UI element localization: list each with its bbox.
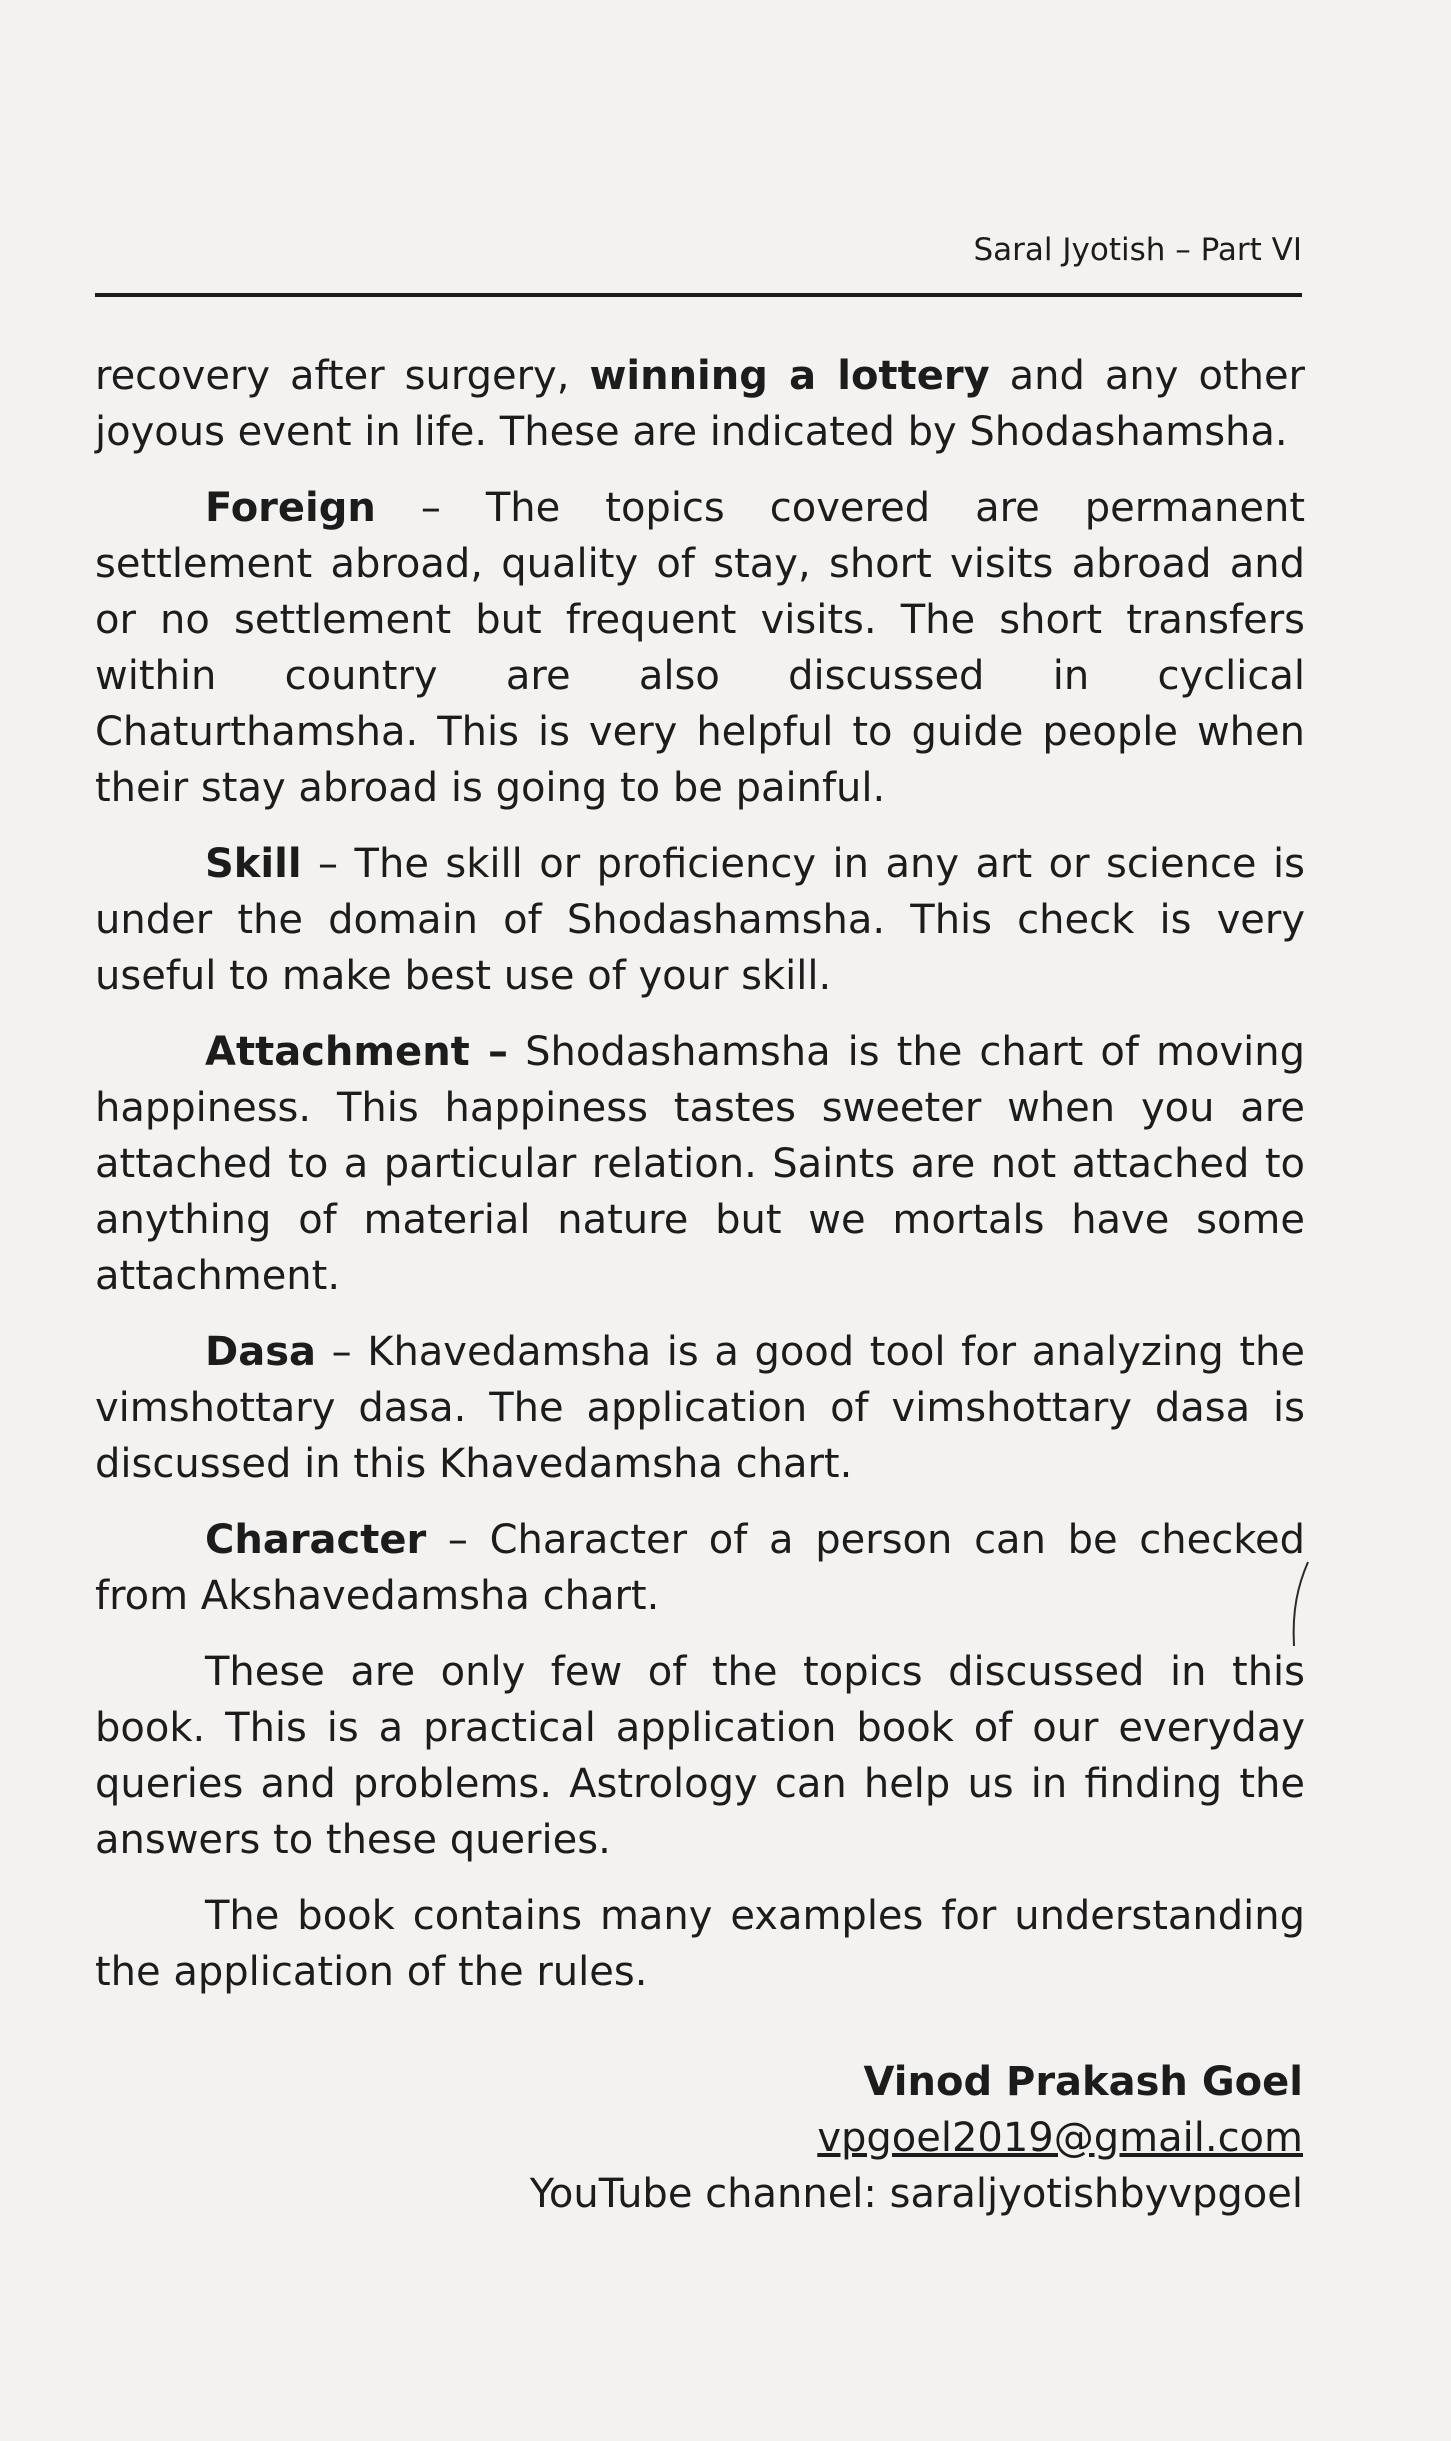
term-dasa: Dasa: [205, 1329, 316, 1375]
term-winning-a-lottery: winning a lottery: [589, 353, 990, 399]
author-signature-block: [530, 2054, 1303, 2222]
paragraph-skill: [95, 836, 1305, 1004]
paragraph-topics-summary: [95, 1644, 1305, 1868]
term-foreign: Foreign: [205, 485, 376, 531]
term-skill: Skill: [205, 841, 302, 887]
paragraph-examples: [95, 1888, 1305, 2000]
paragraph-character: [95, 1512, 1305, 1624]
term-character: Character: [205, 1517, 427, 1563]
paragraph-lead-text: recovery after surgery,: [95, 353, 590, 399]
paragraph-lead-text: These are only few of the topics discussed in this book. This is a practical application book of our everyday queries and problems. Astrology can help us in finding the answers to these queries.: [95, 1649, 1305, 1863]
paragraph-text: and any other joyous event in life. These are indicated by Shodashamsha.: [95, 353, 1306, 455]
paragraph-dasa: [95, 1324, 1305, 1492]
paragraph-text: – Character of a person can be checked from Akshavedamsha chart.: [95, 1517, 1305, 1619]
paragraph-foreign: [95, 480, 1305, 816]
term-attachment: Attachment –: [205, 1029, 509, 1075]
running-header: Saral Jyotish – Part VI: [973, 232, 1302, 268]
paragraph-text: – The topics covered are permanent settlement abroad, quality of stay, short visits abroad and or no settlement but frequent visits. The short transfers within country are also discussed in cyclical Chaturthamsha. This is very helpful to guide people when their stay abroad is going to be painful.: [95, 485, 1305, 811]
paragraph-text: – Khavedamsha is a good tool for analyzing the vimshottary dasa. The application of vimshottary dasa is discussed in this Khavedamsha chart.: [95, 1329, 1305, 1487]
header-divider: [95, 293, 1302, 297]
paragraph-intro: [95, 348, 1305, 460]
paragraph-text: Shodashamsha is the chart of moving happiness. This happiness tastes sweeter when you are attached to a particular relation. Saints are not attached to anything of material nature but we mortals have some attachment.: [95, 1029, 1305, 1299]
paragraph-lead-text: The book contains many examples for understanding the application of the rules.: [95, 1893, 1305, 1995]
author-name: Vinod Prakash Goel: [863, 2059, 1303, 2105]
youtube-channel: YouTube channel: saraljyotishbyvpgoel: [529, 2171, 1303, 2217]
pen-stroke-mark: [1288, 1560, 1312, 1650]
page-body: [95, 348, 1305, 2020]
paragraph-attachment: [95, 1024, 1305, 1304]
paragraph-text: – The skill or proficiency in any art or science is under the domain of Shodashamsha. This check is very useful to make best use of your skill.: [95, 841, 1305, 999]
author-email-link[interactable]: vpgoel2019@gmail.com: [817, 2115, 1303, 2161]
